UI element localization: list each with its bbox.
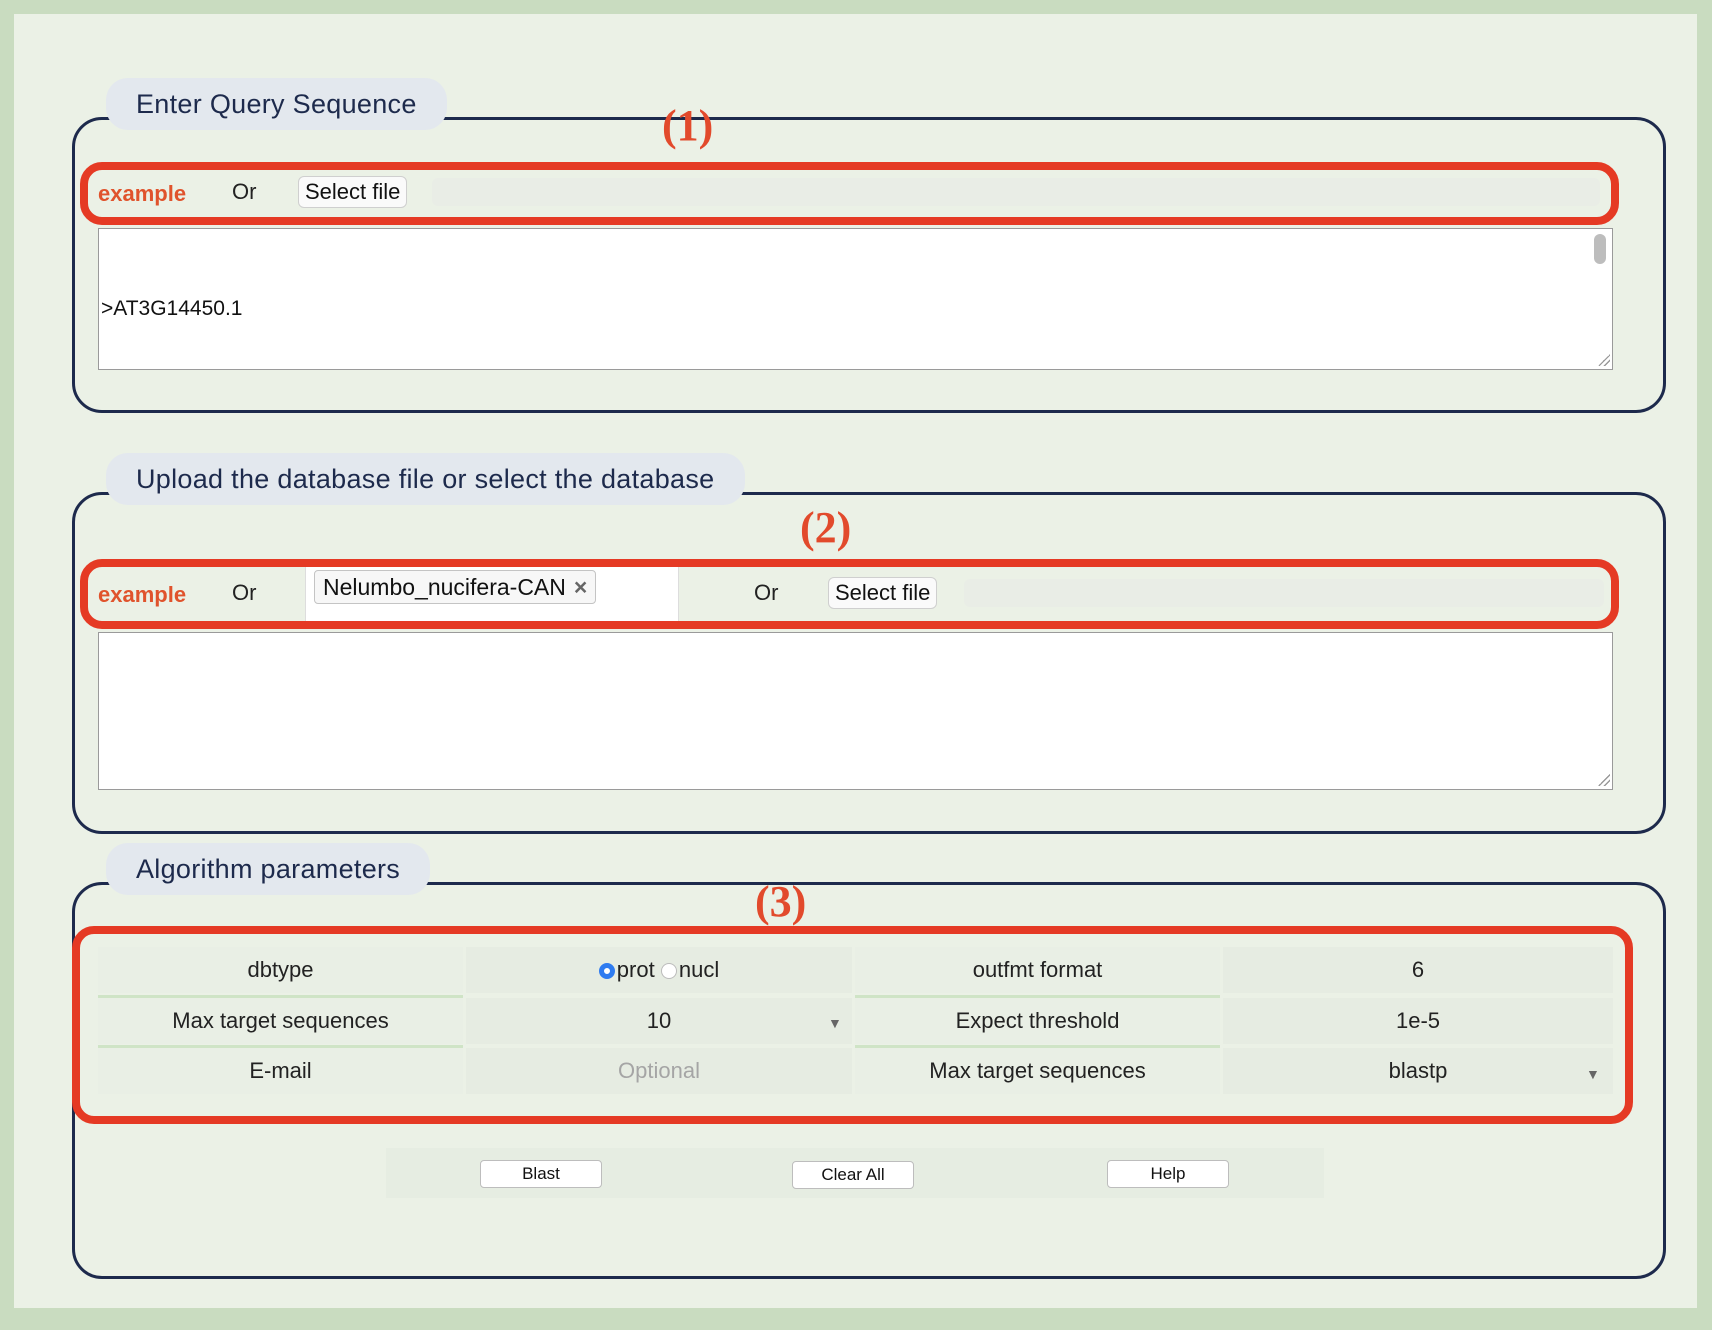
query-scrollbar[interactable] <box>1594 234 1606 264</box>
expect-threshold-input[interactable]: 1e-5 <box>1223 998 1613 1044</box>
radio-nucl-label: nucl <box>678 957 720 982</box>
expect-threshold-label: Expect threshold <box>855 998 1220 1044</box>
query-select-file-button[interactable]: Select file <box>298 176 407 208</box>
query-file-name-field <box>432 178 1600 206</box>
database-textarea[interactable] <box>98 632 1613 790</box>
algorithm-legend: Algorithm parameters <box>106 843 430 895</box>
radio-prot-label: prot <box>616 957 655 982</box>
radio-nucl[interactable] <box>661 963 677 979</box>
database-select-file-button[interactable]: Select file <box>828 577 937 609</box>
resize-grip-icon[interactable] <box>1598 774 1610 786</box>
chevron-down-icon: ▼ <box>828 1015 842 1031</box>
marker-2: (2) <box>800 503 852 552</box>
page-background <box>14 14 1697 1308</box>
email-label: E-mail <box>98 1048 463 1094</box>
clear-all-button[interactable]: Clear All <box>792 1161 914 1189</box>
chip-remove-icon[interactable]: × <box>573 574 588 600</box>
max-target-label: Max target sequences <box>98 998 463 1044</box>
program-label: Max target sequences <box>855 1048 1220 1094</box>
radio-prot[interactable] <box>599 963 615 979</box>
marker-1: (1) <box>662 101 714 150</box>
database-chip[interactable] <box>314 570 596 604</box>
blast-button[interactable]: Blast <box>480 1160 602 1188</box>
chevron-down-icon: ▼ <box>1586 1066 1600 1082</box>
query-or-text: Or <box>232 179 257 204</box>
outfmt-label: outfmt format <box>855 947 1220 993</box>
max-target-select[interactable]: 10 <box>466 998 852 1044</box>
query-example-link[interactable]: example <box>98 181 187 206</box>
query-sequence-legend: Enter Query Sequence <box>106 78 447 130</box>
dbtype-radio-group <box>466 947 852 993</box>
resize-grip-icon[interactable] <box>1598 354 1610 366</box>
query-sequence-textarea[interactable] <box>98 228 1613 370</box>
email-input[interactable]: Optional <box>466 1048 852 1094</box>
database-file-name-field <box>964 579 1604 607</box>
database-chip-label: Nelumbo_nucifera-CAN <box>323 574 566 600</box>
help-button[interactable]: Help <box>1107 1160 1229 1188</box>
database-or-text-2: Or <box>754 580 779 605</box>
database-or-text-1: Or <box>232 580 257 605</box>
database-legend: Upload the database file or select the database <box>106 453 745 505</box>
marker-3: (3) <box>755 877 807 926</box>
outfmt-input[interactable]: 6 <box>1223 947 1613 993</box>
sequence-line: >AT3G14450.1 <box>101 297 243 320</box>
program-select[interactable]: blastp <box>1223 1048 1613 1094</box>
dbtype-label: dbtype <box>98 947 463 993</box>
database-example-link[interactable]: example <box>98 582 187 607</box>
